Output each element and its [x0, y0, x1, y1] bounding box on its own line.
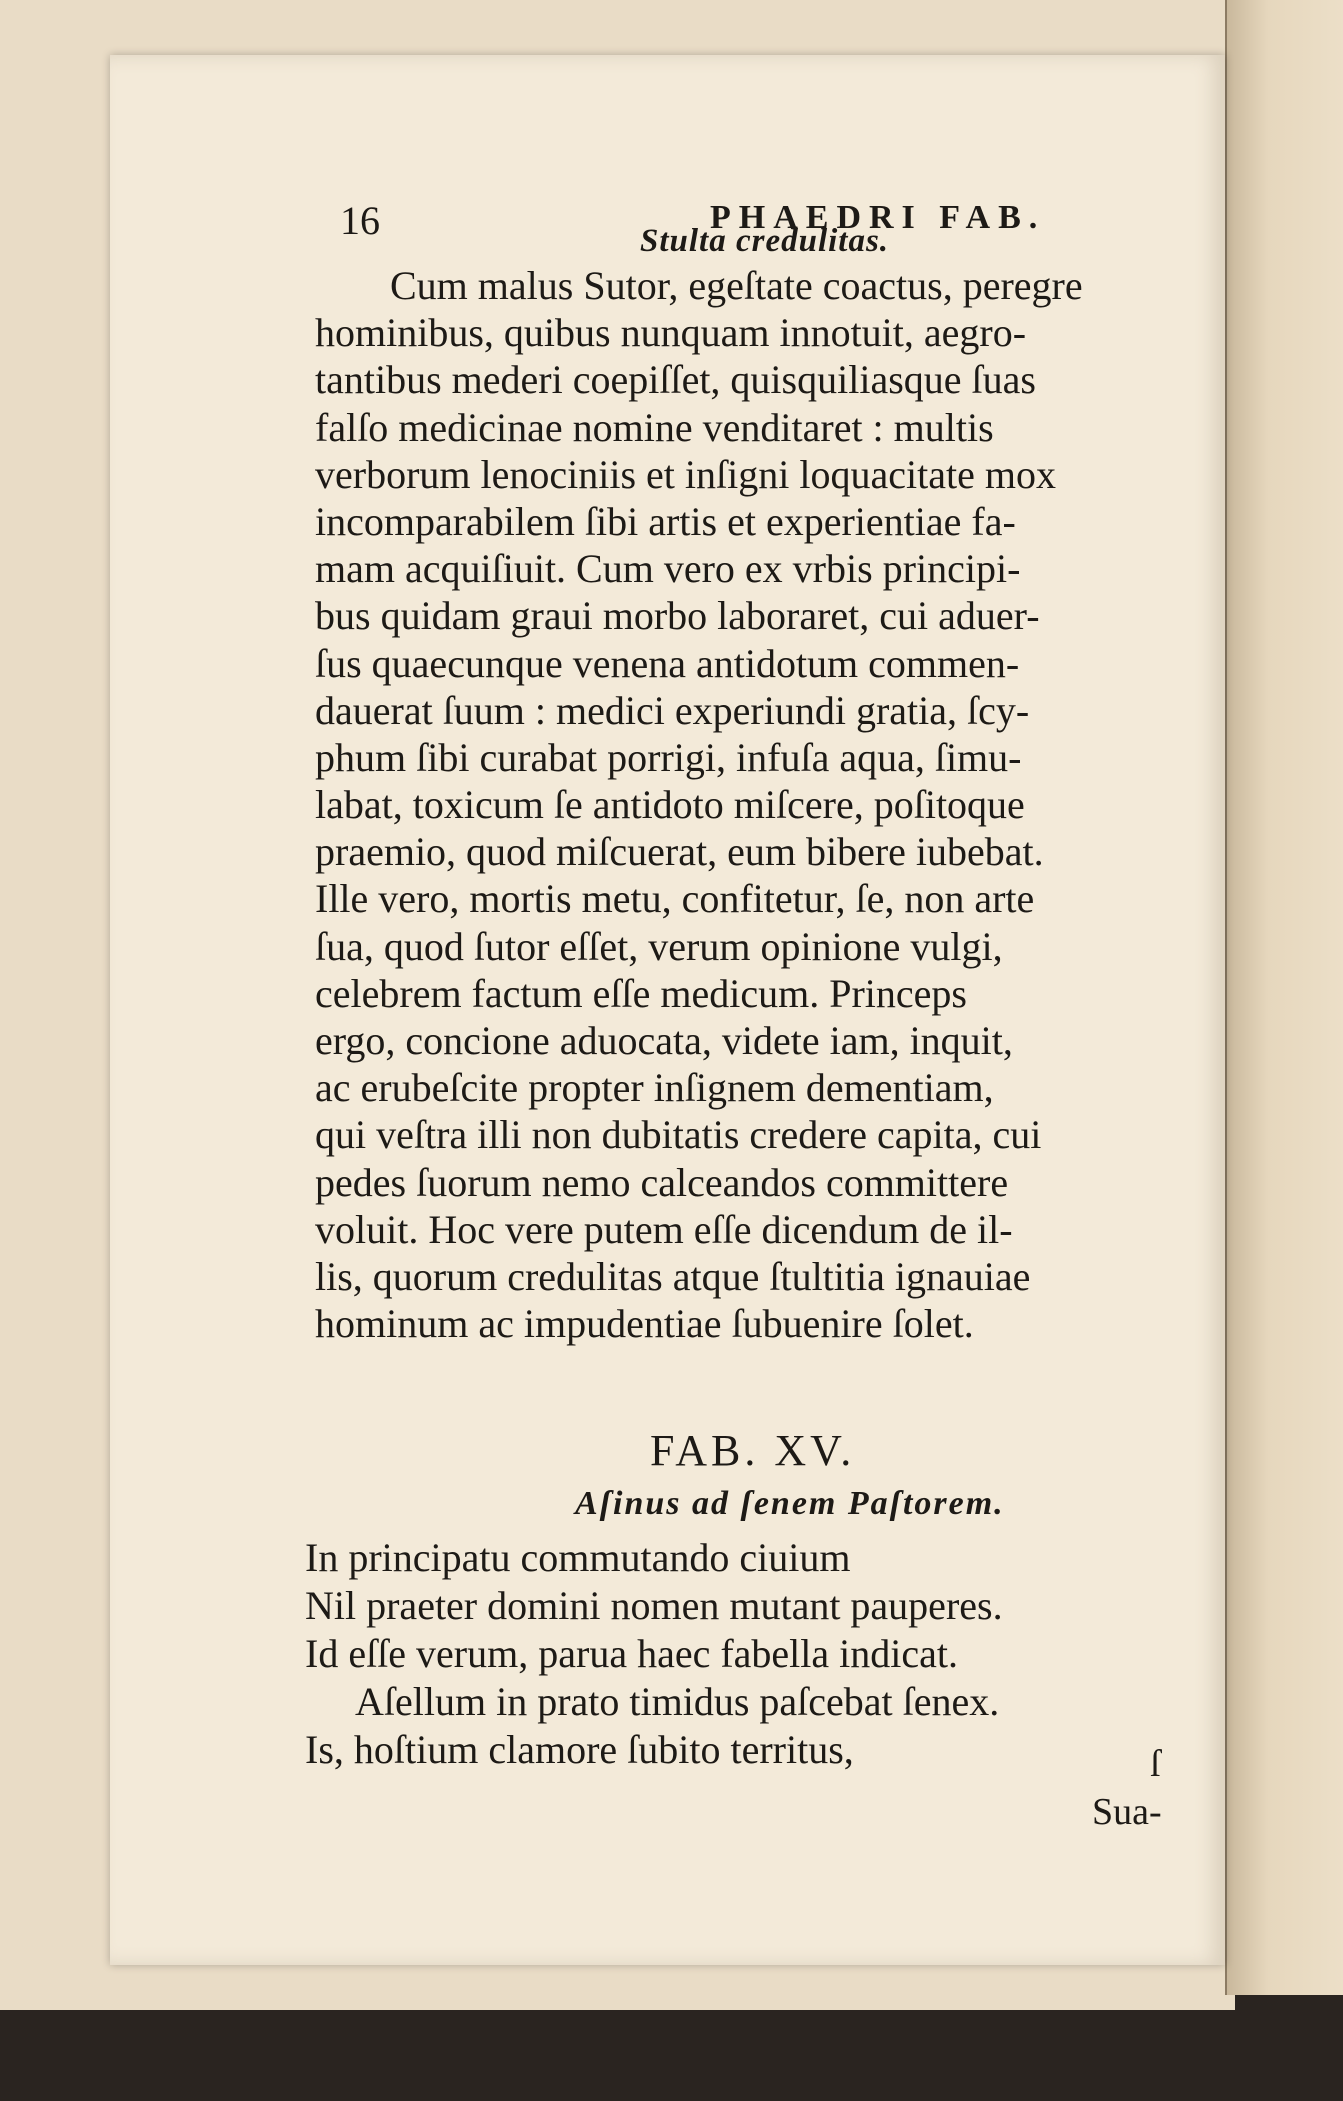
text-line: phum ſibi curabat porrigi, infuſa aqua, ſimu- — [315, 734, 1022, 780]
text-line: tantibus mederi coepiſſet, quisquiliasque ſuas — [315, 357, 1036, 403]
catchword: Sua- — [1092, 1791, 1162, 1833]
text-line: hominibus, quibus nunquam innotuit, aegro- — [315, 310, 1027, 356]
text-line: Ille vero, mortis metu, confitetur, ſe, non arte — [315, 876, 1035, 922]
verse-line: Aſellum in prato timidus paſcebat ſenex. — [355, 1679, 1000, 1724]
verse-line: Is, hoſtium clamore ſubito territus, — [305, 1727, 854, 1772]
verse-line: Nil praeter domini nomen mutant pauperes. — [305, 1583, 1003, 1628]
verse-line: In principatu commutando ciuium — [305, 1535, 851, 1580]
text-line: bus quidam graui morbo laboraret, cui aduer- — [315, 593, 1040, 639]
prose-block — [315, 262, 1205, 1347]
text-line: incomparabilem ſibi artis et experientiae fa- — [315, 498, 1016, 544]
text-line: lis, quorum credulitas atque ſtultitia ignauiae — [315, 1253, 1031, 1299]
text-line: mam acquiſiuit. Cum vero ex vrbis principi- — [315, 546, 1021, 592]
page-number: 16 — [340, 198, 380, 243]
text-line: ſus quaecunque venena antidotum commen- — [315, 640, 1020, 686]
text-line: labat, toxicum ſe antidoto miſcere, poſitoque — [315, 782, 1025, 828]
text-line: dauerat ſuum : medici experiundi gratia, ſcy- — [315, 687, 1030, 733]
text-line: voluit. Hoc vere putem eſſe dicendum de il- — [315, 1206, 1013, 1252]
text-line: falſo medicinae nomine venditaret : multis — [315, 404, 994, 450]
verse-line: Id eſſe verum, parua haec fabella indicat. — [305, 1631, 958, 1676]
text-line: celebrem factum eſſe medicum. Princeps — [315, 970, 967, 1016]
text-line: pedes ſuorum nemo calceandos committere — [315, 1159, 1009, 1205]
verse-block — [305, 1534, 1205, 1774]
fable-title: Stulta credulitas. — [640, 223, 890, 259]
fable-title: Aſinus ad ſenem Paſtorem. — [575, 1485, 1005, 1522]
text-line: Cum malus Sutor, egeſtate coactus, peregre — [390, 263, 1083, 308]
text-line: praemio, quod miſcuerat, eum bibere iubebat. — [315, 829, 1044, 875]
text-line: hominum ac impudentiae ſubuenire ſolet. — [315, 1301, 974, 1347]
text-line: ergo, concione aduocata, videte iam, inquit, — [315, 1018, 1013, 1063]
fable-number-heading: FAB. XV. — [650, 1426, 856, 1475]
running-head: PHAEDRI FAB. — [710, 199, 1046, 236]
text-line: verborum lenociniis et inſigni loquacitate mox — [315, 451, 1056, 497]
text-line: ac erubeſcite propter inſignem dementiam, — [315, 1065, 994, 1111]
text-line: ſua, quod ſutor eſſet, verum opinione vulgi, — [315, 923, 1003, 969]
text-line: qui veſtra illi non dubitatis credere capita, cui — [315, 1112, 1042, 1158]
signature-mark: ſ — [1150, 1743, 1161, 1785]
facing-page-edge — [1225, 0, 1343, 1995]
